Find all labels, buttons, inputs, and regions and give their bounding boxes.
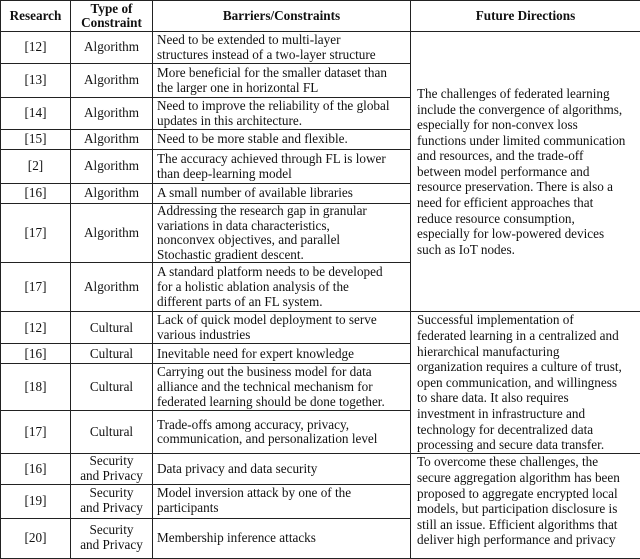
type-cell: Cultural xyxy=(71,364,153,411)
research-cell: [16] xyxy=(1,184,71,204)
barrier-cell: Membership inference attacks xyxy=(153,518,411,558)
barrier-cell: Model inversion attack by one of the participants xyxy=(153,484,411,518)
research-cell: [16] xyxy=(1,454,71,484)
research-cell: [19] xyxy=(1,484,71,518)
barrier-cell: Trade-offs among accuracy, privacy, communication, and personalization level xyxy=(153,411,411,454)
future-directions-algorithm: The challenges of federated learning include the convergence of algorithms, especially for non-convex loss functions under limited communication and resources, and the trade-off between model performance and resource preservation. There is also a need for efficient approaches that reduce resource consumption, especially for low-powered devices such as IoT nodes. xyxy=(411,32,640,312)
type-cell: Algorithm xyxy=(71,263,153,312)
type-cell: Algorithm xyxy=(71,204,153,263)
barrier-cell: Need to be more stable and flexible. xyxy=(153,130,411,150)
barrier-cell: Data privacy and data security xyxy=(153,454,411,484)
research-cell: [13] xyxy=(1,64,71,98)
header-research: Research xyxy=(1,1,71,32)
type-cell: Cultural xyxy=(71,344,153,364)
research-cell: [17] xyxy=(1,263,71,312)
table-row xyxy=(1,32,640,64)
header-row xyxy=(1,1,640,32)
research-cell: [20] xyxy=(1,518,71,558)
barrier-cell: The accuracy achieved through FL is lower than deep-learning model xyxy=(153,150,411,184)
research-cell: [17] xyxy=(1,204,71,263)
barrier-cell: Carrying out the business model for data alliance and the technical mechanism for federated learning should be done together. xyxy=(153,364,411,411)
research-cell: [2] xyxy=(1,150,71,184)
future-directions-cultural: Successful implementation of federated learning in a centralized and hierarchical manufacturing organization requires a culture of trust, open communication, and willingness to share data. It also requires investment in infrastructure and technology for decentralized data processing and secure data transfer. xyxy=(411,312,640,454)
barrier-cell: A small number of available libraries xyxy=(153,184,411,204)
research-cell: [12] xyxy=(1,312,71,344)
research-cell: [14] xyxy=(1,98,71,130)
research-cell: [18] xyxy=(1,364,71,411)
barrier-cell: A standard platform needs to be developed for a holistic ablation analysis of the different parts of an FL system. xyxy=(153,263,411,312)
barrier-cell: Need to be extended to multi-layer structures instead of a two-layer structure xyxy=(153,32,411,64)
barrier-cell: More beneficial for the smaller dataset than the larger one in horizontal FL xyxy=(153,64,411,98)
research-cell: [16] xyxy=(1,344,71,364)
table-row xyxy=(1,454,640,484)
type-cell: Security and Privacy xyxy=(71,518,153,558)
table-row xyxy=(1,312,640,344)
type-cell: Security and Privacy xyxy=(71,484,153,518)
header-future: Future Directions xyxy=(411,1,640,32)
barrier-cell: Inevitable need for expert knowledge xyxy=(153,344,411,364)
type-cell: Cultural xyxy=(71,411,153,454)
type-cell: Algorithm xyxy=(71,32,153,64)
barrier-cell: Addressing the research gap in granular variations in data characteristics, nonconvex objectives, and parallel Stochastic gradient descent. xyxy=(153,204,411,263)
research-cell: [17] xyxy=(1,411,71,454)
type-cell: Algorithm xyxy=(71,98,153,130)
type-cell: Algorithm xyxy=(71,130,153,150)
barrier-cell: Need to improve the reliability of the global updates in this architecture. xyxy=(153,98,411,130)
type-cell: Algorithm xyxy=(71,64,153,98)
type-cell: Algorithm xyxy=(71,150,153,184)
type-cell: Security and Privacy xyxy=(71,454,153,484)
research-cell: [15] xyxy=(1,130,71,150)
future-directions-security: To overcome these challenges, the secure aggregation algorithm has been proposed to aggregate encrypted local models, but participation disclosure is still an issue. Efficient algorithms that deliver high performance and privacy xyxy=(411,454,640,558)
header-type: Type of Constraint xyxy=(71,1,153,32)
header-barriers: Barriers/Constraints xyxy=(153,1,411,32)
type-cell: Algorithm xyxy=(71,184,153,204)
barrier-cell: Lack of quick model deployment to serve various industries xyxy=(153,312,411,344)
research-cell: [12] xyxy=(1,32,71,64)
type-cell: Cultural xyxy=(71,312,153,344)
